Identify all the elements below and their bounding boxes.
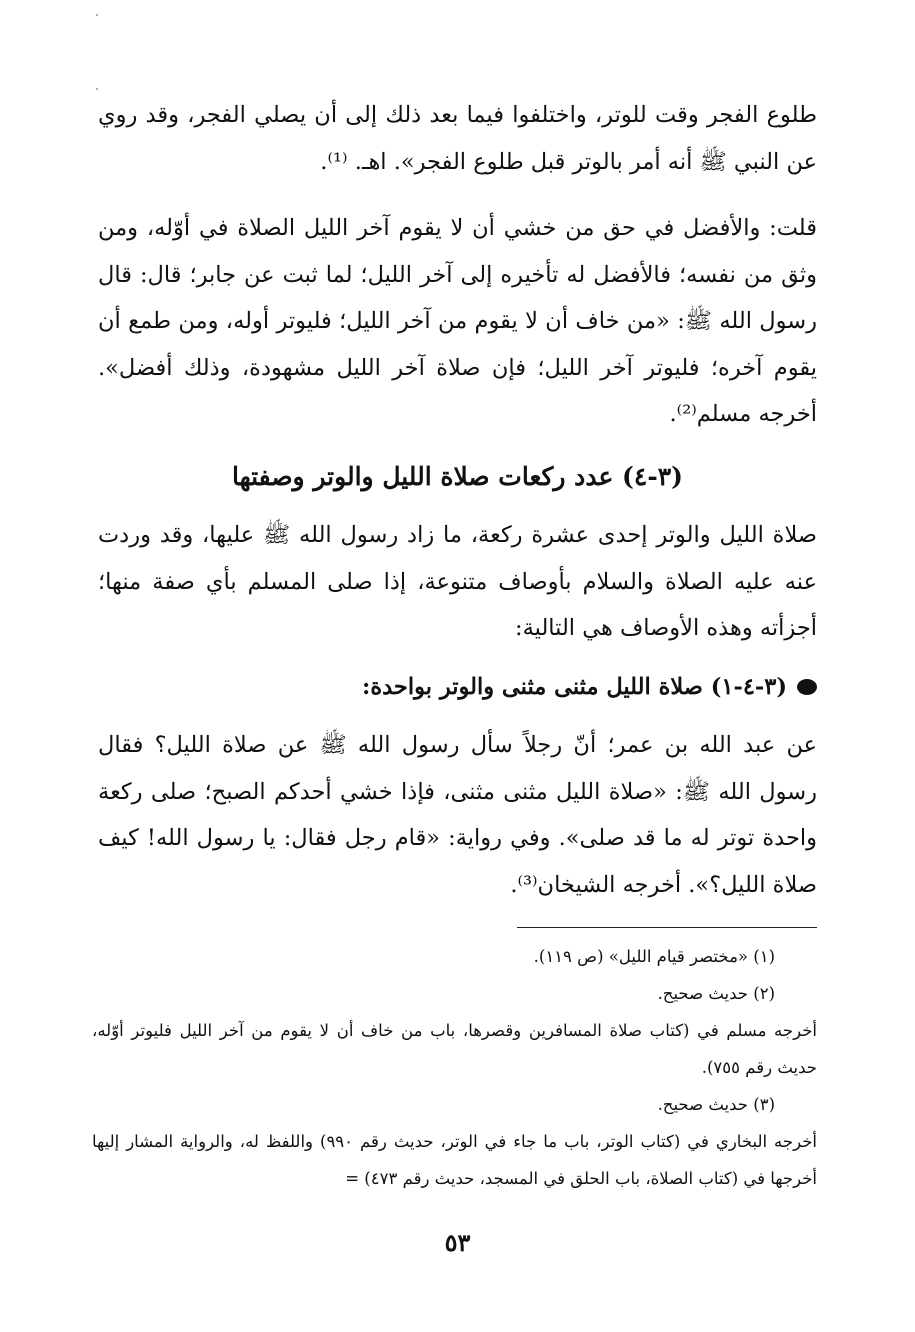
paragraph-text: عن عبد الله بن عمر؛ أنّ رجلاً سأل رسول الله ﷺ عن صلاة الليل؟ فقال رسول الله ﷺ: «صلاة الليل مثنى مثنى، فإذا خشي أحدكم الصبح؛ صلى ركعة واحدة توتر له ما قد صلى». وفي رواية: «قام رجل فقال: يا رسول الله! كيف صلاة الليل؟». أخرجه الشيخان⁽³⁾. (98, 732, 817, 898)
bullet-dot-icon (797, 679, 817, 695)
footnote-1: (١) «مختصر قيام الليل» (ص ١١٩). (533, 947, 775, 966)
section-heading: (٣-٤) عدد ركعات صلاة الليل والوتر وصفتها (231, 462, 683, 491)
subsection-heading (98, 667, 817, 707)
footnote-2-detail: أخرجه مسلم في (كتاب صلاة المسافرين وقصرها، باب من خاف أن لا يقوم من آخر الليل فليوتر أوّله، حديث رقم ٧٥٥). (92, 1021, 817, 1077)
paragraph-hadith (98, 722, 817, 908)
footnote-2: (٢) حديث صحيح. (657, 984, 775, 1003)
paper-speck (96, 14, 98, 16)
paragraph-text: صلاة الليل والوتر إحدى عشرة ركعة، ما زاد رسول الله ﷺ عليها، وقد وردت عنه عليه الصلاة والسلام بأوصاف متنوعة، إذا صلى المسلم بأي صفة منها؛ أجزأته وهذه الأوصاف هي التالية: (98, 522, 817, 641)
footnotes (92, 938, 817, 1197)
paragraph-intro (98, 512, 817, 652)
subsection-heading-text: (٣-٤-١) صلاة الليل مثنى مثنى والوتر بواحدة: (362, 674, 787, 700)
page-number: ٥٣ (444, 1228, 471, 1257)
paragraph-text: طلوع الفجر وقت للوتر، واختلفوا فيما بعد ذلك إلى أن يصلي الفجر، وقد روي عن النبي ﷺ أنه أمر بالوتر قبل طلوع الفجر». اهـ. ⁽¹⁾. (98, 102, 817, 175)
footnote-divider (517, 927, 817, 928)
paragraph-preference (98, 205, 817, 438)
footnote-3: (٣) حديث صحيح. (657, 1095, 775, 1114)
paragraph-continuation (98, 92, 817, 185)
paragraph-text: قلت: والأفضل في حق من خشي أن لا يقوم آخر الليل الصلاة في أوّله، ومن وثق من نفسه؛ فالأفضل له تأخيره إلى آخر الليل؛ لما ثبت عن جابر؛ قال: قال رسول الله ﷺ: «من خاف أن لا يقوم من آخر الليل؛ فليوتر أوله، ومن طمع أن يقوم آخره؛ فليوتر آخر الليل؛ فإن صلاة آخر الليل مشهودة، وذلك أفضل». أخرجه مسلم⁽²⁾. (98, 215, 818, 427)
paper-speck (96, 88, 98, 90)
footnote-3-detail: أخرجه البخاري في (كتاب الوتر، باب ما جاء في الوتر، حديث رقم ٩٩٠) واللفظ له، والرواية المشار إليها أخرجها في (كتاب الصلاة، باب الحلق في المسجد، حديث رقم ٤٧٣) = (92, 1132, 817, 1188)
